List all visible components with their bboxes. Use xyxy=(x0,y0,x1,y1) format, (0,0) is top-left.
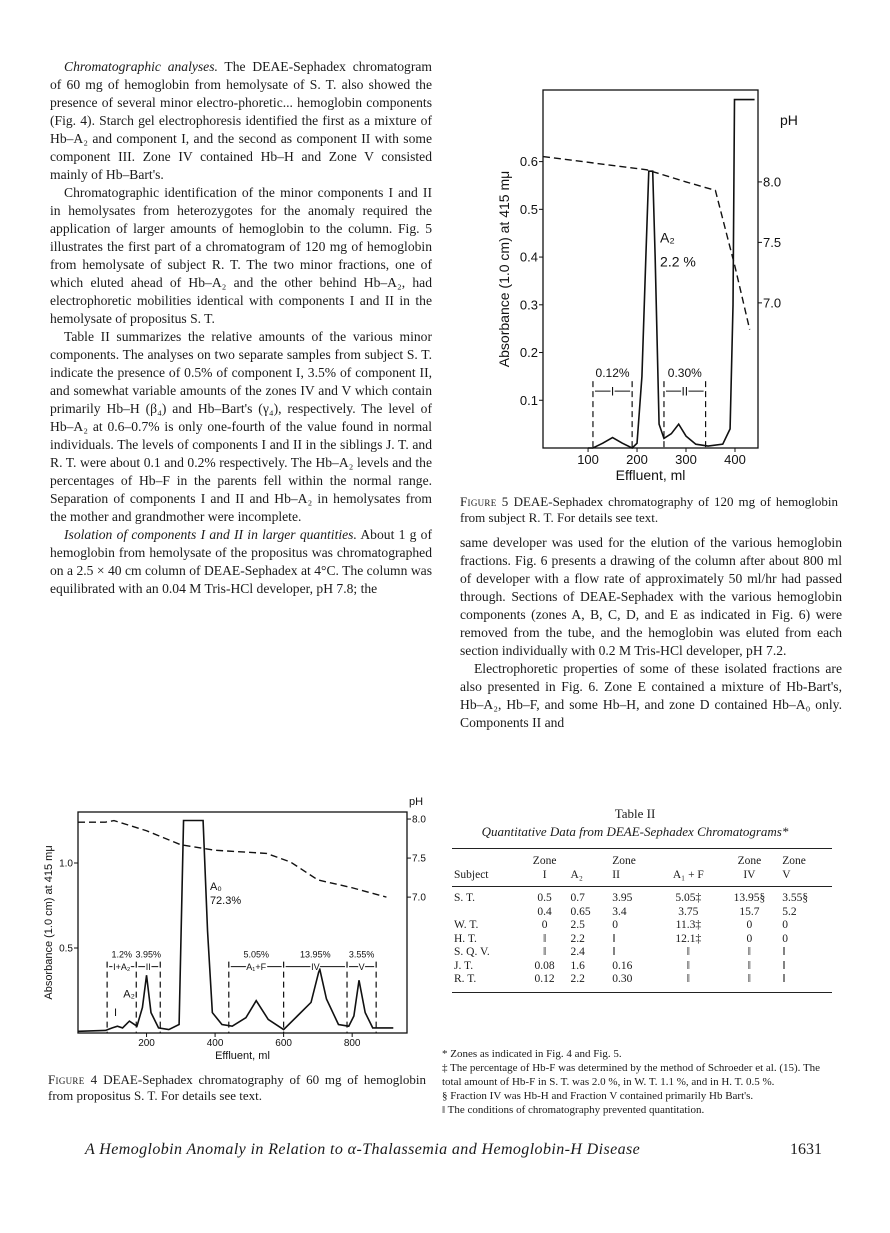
y-tick-label: 0.5 xyxy=(59,943,73,955)
table-cell: 2.2 xyxy=(570,973,585,985)
table-cell: 2.2 xyxy=(570,932,585,945)
table-cell: 5.05‡ xyxy=(675,892,702,904)
table-cell: 5.2 xyxy=(782,905,797,918)
table-cell: 0.65 xyxy=(570,905,591,918)
table-cell: ‖ xyxy=(686,973,690,985)
table-cell: ‖ xyxy=(782,946,786,958)
figure-label: Figure 4 xyxy=(48,1072,98,1087)
zone-label: A₁+F xyxy=(246,962,267,973)
table-cell: S. T. xyxy=(454,892,475,904)
table-cell: 15.7 xyxy=(739,905,760,918)
paragraph: Table II summarizes the relative amounts of the various minor components. The analyses on two separate samples from subject S. T. indicate the presence of 0.5% of component I, 3.5% of component II, and somewhat variable amounts of the zones IV and V which contain primarily Hb–H (β₄) and Hb–Bart's (γ₄), respectively. The level of Hb–A₂ at 0.6–0.7% is only one-fourth of the value found in normal individuals. The levels of components I and II in the siblings J. T. and R. T. were about 0.1 and 0.2% respectively. The Hb–A₂ levels and the percentages of Hb–F in the parents fell within the normal range. Separation of components I and II and Hb–A₂ in hemolysates from the mother and grandmother were incomplete. xyxy=(50,329,432,524)
table-cell: 3.55§ xyxy=(782,892,809,904)
table-cell: 0.4 xyxy=(537,905,552,918)
x-axis-label: Effluent, ml xyxy=(215,1050,270,1062)
y-tick-label: 0.2 xyxy=(519,345,538,361)
table-cell: 0 xyxy=(782,932,788,945)
table-cell: 3.4 xyxy=(612,905,627,918)
peak-label: 72.3% xyxy=(209,894,242,907)
table-cell xyxy=(452,906,521,920)
table-cell: 3.95 xyxy=(612,892,633,904)
y-tick-label: 0.4 xyxy=(519,249,538,265)
table-cell: ‖ xyxy=(612,932,616,945)
zone-percent: 5.05% xyxy=(243,949,269,960)
zone-label: I+A₂ xyxy=(113,962,131,973)
runin-heading: Chromatographic analyses. xyxy=(64,59,218,74)
ph-curve xyxy=(78,821,386,898)
table-cell: 0.16 xyxy=(612,959,633,972)
table-footnotes xyxy=(442,1047,842,1117)
y2-tick-label: 7.5 xyxy=(412,853,426,865)
runin-heading: Isolation of components I and II in larger quantities. xyxy=(64,527,357,542)
peak-label: I xyxy=(113,1007,118,1019)
x-tick-label: 400 xyxy=(724,452,746,467)
zone-label: II xyxy=(681,384,689,399)
table-header-row xyxy=(452,849,832,887)
y-axis-label: Absorbance (1.0 cm) at 415 mμ xyxy=(43,845,55,1000)
table-cell: 1.6 xyxy=(570,959,585,972)
footnote: § Fraction IV was Hb-H and Fraction V contained primarily Hb Bart's. xyxy=(442,1090,754,1102)
table-cell: ‖ xyxy=(747,959,752,972)
table-cell: 13.95§ xyxy=(733,892,766,904)
x-tick-label: 400 xyxy=(206,1038,224,1049)
y-tick-label: 1.0 xyxy=(59,858,73,870)
y2-axis-label: pH xyxy=(780,112,798,128)
column-header: Zone V xyxy=(782,855,806,881)
page-number: 1631 xyxy=(790,1141,822,1158)
table-cell: ‖ xyxy=(686,959,690,972)
footnote: ‖ The conditions of chromatography prevented quantitation. xyxy=(442,1104,705,1116)
table-cell: ‖ xyxy=(543,932,547,945)
table-cell: ‖ xyxy=(782,959,786,972)
table-cell: 2.4 xyxy=(570,946,585,958)
paragraph: About 1 g of hemoglobin from hemolysate of the propositus was chromatographed on a 2.5 × 40 cm column of DEAE-Sephadex at 4°C. The column was equilibrated with an 0.04 M Tris-HCl developer, pH 7.8; the xyxy=(50,527,432,596)
table-cell: 11.3‡ xyxy=(675,919,702,931)
y2-tick-label: 8.0 xyxy=(412,814,426,826)
zone-percent: 0.12% xyxy=(595,366,630,381)
table-cell: 0 xyxy=(746,919,753,931)
zone-percent: 1.2% xyxy=(111,949,132,960)
figure-label: Figure 5 xyxy=(460,494,509,509)
figure-5-caption xyxy=(460,494,838,526)
table-cell: ‖ xyxy=(612,946,616,958)
zone-label: V xyxy=(358,962,365,973)
table-cell: 0.08 xyxy=(534,959,555,972)
table-cell: ‖ xyxy=(782,973,786,985)
column-header: A₂ xyxy=(570,868,583,881)
paragraph: same developer was used for the elution of the various hemoglobin fractions. Fig. 6 presents a drawing of the column after about 800 ml of developer with a flow rate of approximately 50 ml/hr had passed through. Sections of DEAE-Sephadex with the various hemoglobin components (zones A, B, C, D, and E as indicated in Fig. 6) were removed from the tube, and the hemoglobin was eluted from each section individually with 0.2 M Tris-HCl developer, pH 7.2. xyxy=(460,535,842,658)
caption-text: DEAE-Sephadex chromatography of 120 mg of hemoglobin from subject R. T. For details see text. xyxy=(460,494,838,525)
caption-text: DEAE-Sephadex chromatography of 60 mg of hemoglobin from propositus S. T. For details see text. xyxy=(48,1072,426,1103)
column-header: Zone I xyxy=(532,855,557,881)
y2-tick-label: 7.0 xyxy=(412,892,426,904)
y-tick-label: 0.3 xyxy=(519,297,538,313)
running-title: A Hemoglobin Anomaly in Relation to α-Thalassemia and Hemoglobin-H Disease xyxy=(85,1141,641,1158)
peak-label: 2.2 % xyxy=(660,253,696,270)
table-cell: ‖ xyxy=(747,973,752,985)
y2-tick-label: 7.0 xyxy=(763,295,782,311)
table-cell: 3.75 xyxy=(678,905,699,918)
x-axis-label: Effluent, ml xyxy=(615,467,686,483)
x-tick-label: 100 xyxy=(577,452,599,467)
y2-axis-label: pH xyxy=(409,796,424,808)
table-cell: ‖ xyxy=(543,946,547,958)
x-tick-label: 600 xyxy=(275,1038,292,1049)
y-tick-label: 0.6 xyxy=(519,154,538,170)
paragraph: Electrophoretic properties of some of these isolated fractions are also presented in Fig. 6. Zone E contained a mixture of Hb-Bart's, Hb–A₂, Hb–F, and some Hb–H, and zone D contained Hb–A₀ only. Components II and xyxy=(460,661,842,730)
table-cell: 0 xyxy=(746,932,753,945)
table-cell: J. T. xyxy=(454,959,474,972)
table-cell: 0 xyxy=(782,919,788,931)
zone-label: II xyxy=(145,962,151,973)
footnote: ‡ The percentage of Hb-F was determined by the method of Schroeder et al. (15). The total amount of Hb-F in S. T. was 2.0 %, in W. T. 1.1 %, and in H. T. 0.5 %. xyxy=(442,1062,821,1088)
zone-percent: 3.55% xyxy=(348,949,375,960)
figure-4-caption xyxy=(48,1072,426,1104)
table-cell: S. Q. V. xyxy=(454,946,490,958)
table-row xyxy=(452,960,832,974)
table-cell: 0 xyxy=(541,919,548,931)
table-cell: 12.1‡ xyxy=(675,932,702,945)
x-tick-label: 300 xyxy=(675,452,697,467)
table-row xyxy=(452,906,832,920)
x-tick-label: 800 xyxy=(343,1038,361,1049)
y-axis-label: Absorbance (1.0 cm) at 415 mμ xyxy=(496,170,513,368)
peak-label: A₂ xyxy=(660,229,675,246)
table-row xyxy=(452,933,832,947)
column-header: A₁ + F xyxy=(672,868,704,881)
table-row xyxy=(452,973,832,992)
y-tick-label: 0.5 xyxy=(519,201,538,217)
peak-label: A₂ xyxy=(123,988,135,1001)
y-tick-label: 0.1 xyxy=(519,392,538,408)
paragraph: The DEAE-Sephadex chromatogram of 60 mg of hemoglobin from hemolysate of S. T. also showed the presence of several minor electro-phoretic... hemoglobin components (Fig. 4). Starch gel electrophoresis identified the first as a mixture of Hb–A₂ and component I, and the second as component II with some component III. Zone IV contained Hb–H and Zone V consisted mainly of Hb–Bart's. xyxy=(50,59,432,182)
table-row xyxy=(452,946,832,960)
table-cell: 0.30 xyxy=(612,973,633,985)
paragraph: Chromatographic identification of the minor components I and II in hemolysates from heterozygotes for the anomaly required the application of larger amounts of hemoglobin to the column. Fig. 5 illustrates the first part of a chromatogram of 120 mg of hemoglobin from hemolysate of subject R. T. The two minor fractions, one of which eluted ahead of Hb–A₂ and the other behind Hb–A₂, had electrophoretic mobilities identical with components I and II in the hemolysate of propositus S. T. xyxy=(50,185,432,326)
table-cell: R. T. xyxy=(454,973,477,985)
table-cell: 0.7 xyxy=(570,892,585,904)
column-header: Zone II xyxy=(612,855,636,881)
zone-label: IV xyxy=(311,962,320,973)
table-number: Table II xyxy=(614,806,656,821)
zone-label: I xyxy=(610,384,615,399)
zone-percent: 13.95% xyxy=(300,949,331,960)
y2-tick-label: 8.0 xyxy=(763,174,782,190)
column-header: Subject xyxy=(454,868,489,881)
zone-percent: 3.95% xyxy=(135,949,162,960)
footnote: * Zones as indicated in Fig. 4 and Fig. 5. xyxy=(442,1048,622,1060)
peak-label: A₀ xyxy=(209,881,222,894)
x-tick-label: 200 xyxy=(138,1038,155,1049)
y2-tick-label: 7.5 xyxy=(763,234,782,250)
table-cell: H. T. xyxy=(454,932,477,945)
table-cell: 2.5 xyxy=(570,919,585,931)
table-cell: 0.12 xyxy=(534,973,555,985)
table-row xyxy=(452,919,832,933)
table-row xyxy=(452,887,832,906)
table-cell: 0.5 xyxy=(537,892,552,904)
table-cell: W. T. xyxy=(454,919,479,931)
table-ii xyxy=(452,848,832,993)
zone-percent: 0.30% xyxy=(667,366,702,381)
table-cell: 0 xyxy=(612,919,619,931)
table-cell: ‖ xyxy=(747,946,752,958)
column-header: Zone IV xyxy=(737,855,762,881)
x-tick-label: 200 xyxy=(626,452,648,467)
table-title: Quantitative Data from DEAE-Sephadex Chromatograms* xyxy=(481,824,789,839)
table-cell: ‖ xyxy=(686,946,690,958)
